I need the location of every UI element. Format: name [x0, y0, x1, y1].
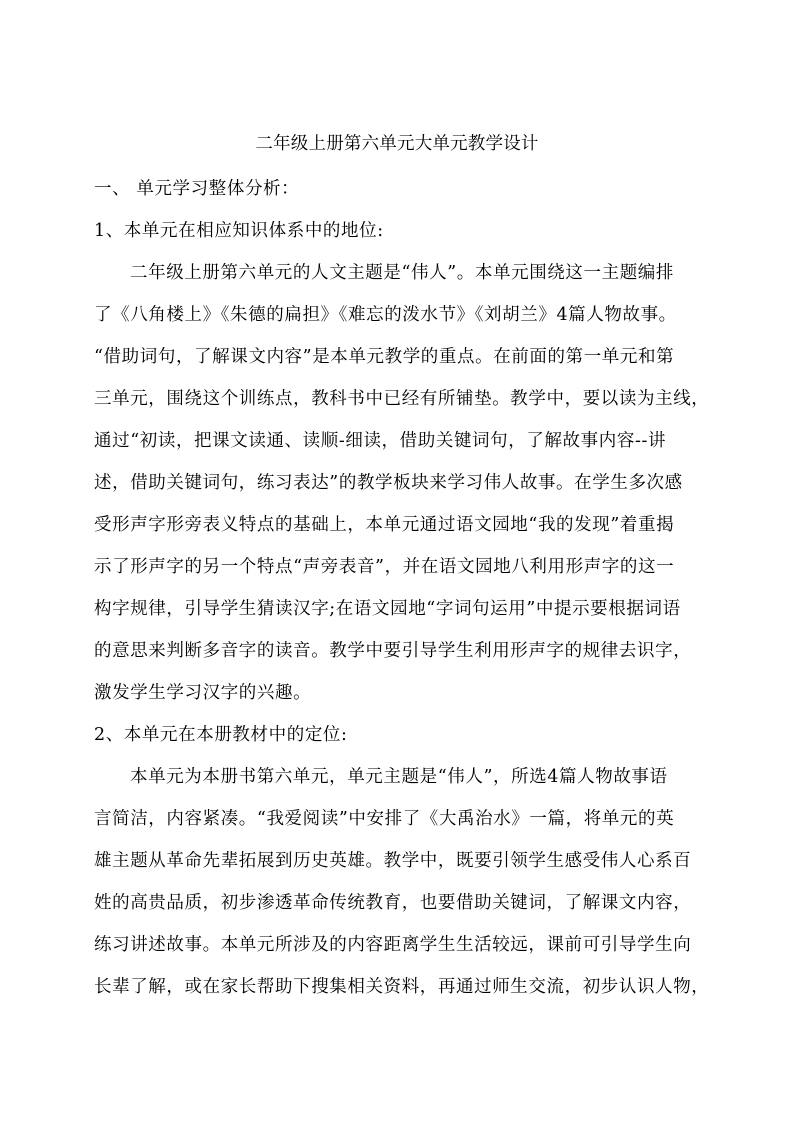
subheading-position-in-knowledge-system: 1、本单元在相应知识体系中的地位: [94, 221, 384, 241]
document-title: 二年级上册第六单元大单元教学设计 [255, 134, 539, 154]
paragraph-1-line: 述，借助关键词句，练习表达”的教学板块来学习伟人故事。在学生多次感 [94, 473, 683, 493]
paragraph-2-line: 雄主题从革命先辈拓展到历史英雄。教学中，既要引领学生感受伟人心系百 [94, 851, 692, 871]
paragraph-1-line: 构字规律，引导学生猜读汉字;在语文园地“字词句运用”中提示要根据词语 [94, 599, 681, 619]
paragraph-1-line: 激发学生学习汉字的兴趣。 [94, 683, 312, 703]
paragraph-1-line: 了《八角楼上》《朱德的扁担》《难忘的泼水节》《刘胡兰》4篇人物故事。 [94, 305, 677, 325]
paragraph-1-line: 三单元，围绕这个训练点，教科书中已经有所铺垫。教学中，要以读为主线， [94, 389, 710, 409]
paragraph-2-line: 姓的高贵品质，初步渗透革命传统教育，也要借助关键词，了解课文内容， [94, 893, 692, 913]
paragraph-2-line: 言简洁，内容紧凑。“我爱阅读”中安排了《大禹治水》一篇，将单元的英 [94, 809, 675, 829]
paragraph-1-line: 的意思来判断多音字的读音。教学中要引导学生利用形声字的规律去识字， [94, 641, 692, 661]
paragraph-2-line: 长辈了解，或在家长帮助下搜集相关资料，再通过师生交流，初步认识人物， [94, 977, 710, 997]
paragraph-2-line: 练习讲述故事。本单元所涉及的内容距离学生生活较远，课前可引导学生向 [94, 935, 692, 955]
section-heading-unit-analysis: 一、 单元学习整体分析： [94, 179, 300, 199]
subheading-position-in-textbook: 2、本单元在本册教材中的定位: [94, 725, 348, 745]
paragraph-2-line: 本单元为本册书第六单元，单元主题是“伟人”，所选4篇人物故事语 [130, 767, 668, 787]
paragraph-1-line: 受形声字形旁表义特点的基础上，本单元通过语文园地“我的发现”着重揭 [94, 515, 675, 535]
paragraph-1-line: 通过“初读，把课文读通、读顺-细读，借助关键词句，了解故事内容--讲 [94, 431, 667, 451]
paragraph-1-line: “借助词句，了解课文内容”是本单元教学的重点。在前面的第一单元和第 [94, 347, 675, 367]
paragraph-1-line: 二年级上册第六单元的人文主题是“伟人”。本单元围绕这一主题编排 [130, 263, 674, 283]
paragraph-1-line: 示了形声字的另一个特点“声旁表音”，并在语文园地八利用形声字的这一 [94, 557, 675, 577]
